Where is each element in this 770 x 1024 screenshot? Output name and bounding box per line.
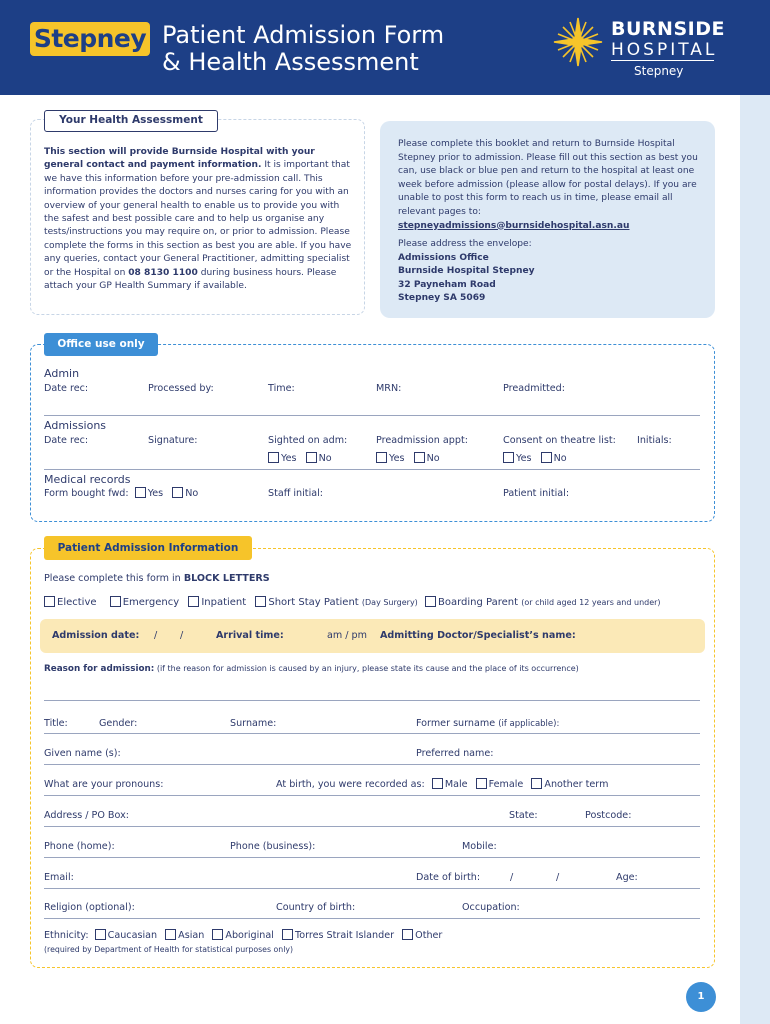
ethnicity-note: (required by Department of Health for statistical purposes only) [44,945,294,954]
admission-date[interactable]: Admission date: [52,630,140,641]
emergency-checkbox[interactable] [110,596,121,607]
elective-label: Elective [57,597,97,608]
reason-note: (if the reason for admission is caused by an injury, please state its cause and the place of its occurrence) [154,664,579,673]
admin-heading: Admin [44,367,80,380]
preferred-name-field[interactable]: Preferred name: [416,748,494,759]
dob-slash: / [556,872,560,883]
boarding-parent-checkbox[interactable] [425,596,436,607]
former-surname-note: (if applicable): [498,719,560,729]
asian-checkbox[interactable] [165,929,176,940]
preadmission-yes-checkbox[interactable] [376,452,387,463]
postal-address [398,238,698,306]
occupation-field[interactable]: Occupation: [462,902,520,913]
female-checkbox[interactable] [476,778,487,789]
field-line [44,764,700,765]
another-term-label: Another term [544,779,609,790]
address-line: Burnside Hospital Stepney [398,266,535,277]
inpatient-label: Inpatient [201,597,247,608]
form-bought-label: Form bought fwd: [44,488,129,499]
given-name-field[interactable]: Given name (s): [44,748,121,759]
former-surname-field[interactable] [416,718,559,729]
signature[interactable]: Signature: [148,435,198,446]
side-strip [740,95,770,1024]
intro-bold: This section will provide Burnside Hospital with your general contact and payment information. [44,147,315,171]
block-letters-instruction [44,573,270,584]
yes-label: Yes [147,488,164,499]
address-field[interactable]: Address / PO Box: [44,810,129,821]
phone-business-field[interactable]: Phone (business): [230,841,316,852]
yes-label: Yes [389,453,405,464]
field-line [44,888,700,889]
admitting-doctor[interactable]: Admitting Doctor/Specialist’s name: [380,630,576,641]
admission-details-band [40,619,705,653]
health-assessment-tab: Your Health Assessment [44,110,218,132]
admissions-rule [44,469,700,470]
reason-for-admission[interactable] [44,664,579,674]
consent-yes-checkbox[interactable] [503,452,514,463]
preadmission-appt: Preadmission appt: [376,435,468,446]
field-line [44,826,700,827]
sex-at-birth [276,778,608,790]
instruction-text: Please complete this form in [44,573,184,584]
sighted-options [268,452,332,464]
postcode-field[interactable]: Postcode: [585,810,632,821]
hospital-location: Stepney [634,64,684,78]
torres-strait-checkbox[interactable] [282,929,293,940]
pronouns-field[interactable]: What are your pronouns: [44,779,164,790]
intro-text: It is important that we have this information before your pre-admission call. This information provides the doctors and nurses caring for you with an overview of your general health to enable us to provide you with the safest and best possible care and to help us organise any tests/instructions you may require on, or prior to admission. Please complete the forms in this section as best you are able. If you have any queries, contact your General Practitioner, admitting specialist or the Hospital on [44,160,352,278]
caucasian-label: Caucasian [107,930,158,941]
no-label: No [185,488,199,499]
hospital-name-burnside: BURNSIDE [611,18,725,40]
hospital-name-hospital: HOSPITAL [611,40,718,60]
torres-strait-label: Torres Strait Islander [294,930,395,941]
return-instructions [398,138,698,233]
field-line [44,795,700,796]
admissions-heading: Admissions [44,419,107,432]
title-line-2: & Health Assessment [162,48,419,76]
am-pm: am / pm [327,630,367,641]
patient-admission-tab: Patient Admission Information [44,536,252,560]
field-line [44,733,700,734]
admin-date-rec[interactable]: Date rec: [44,383,89,394]
yes-label: Yes [281,453,297,464]
religion-field[interactable]: Religion (optional): [44,902,135,913]
male-checkbox[interactable] [432,778,443,789]
yes-label: Yes [516,453,532,464]
no-label: No [553,453,567,464]
mobile-field[interactable]: Mobile: [462,841,497,852]
reason-label: Reason for admission: [44,664,155,674]
return-text: Please complete this booklet and return to Burnside Hospital Stepney prior to admission. Please fill out this section as best you can, use black or blue pen and return to the hospital at least one week before admission (please allow for postal delays). If you are unable to post this form to reach us in time, please email all relevant pages to: [398,139,698,217]
mrn[interactable]: MRN: [376,383,402,394]
admission-date-slash: / [180,630,184,641]
field-line [44,918,700,919]
office-use-tab: Office use only [44,333,158,356]
title-field[interactable]: Title: [44,718,68,729]
sighted-no-checkbox[interactable] [306,452,317,463]
country-of-birth-field[interactable]: Country of birth: [276,902,356,913]
no-label: No [318,453,332,464]
admin-rule [44,415,700,416]
reason-line [44,700,700,701]
consent-no-checkbox[interactable] [541,452,552,463]
other-checkbox[interactable] [402,929,413,940]
preadmission-no-checkbox[interactable] [414,452,425,463]
address-line: 32 Payneham Road [398,279,496,290]
short-stay-checkbox[interactable] [255,596,266,607]
short-stay-label: Short Stay Patient [268,597,359,608]
preadmission-options [376,452,440,464]
consent-on-theatre-list: Consent on theatre list: [503,435,616,446]
title-line-1: Patient Admission Form [162,21,445,49]
patient-initial[interactable]: Patient initial: [503,488,570,499]
boarding-parent-note: (or child aged 12 years and under) [521,598,661,607]
hospital-phone: 08 8130 1100 [128,267,198,278]
form-bought-yes-checkbox[interactable] [135,487,146,498]
gender-field[interactable]: Gender: [99,718,138,729]
phone-home-field[interactable]: Phone (home): [44,841,115,852]
admin-time[interactable]: Time: [268,383,295,394]
form-bought-no-checkbox[interactable] [172,487,183,498]
page-number: 1 [686,982,716,1012]
at-birth-label: At birth, you were recorded as: [276,779,425,790]
initials[interactable]: Initials: [637,435,672,446]
medical-records-heading: Medical records [44,473,131,486]
aboriginal-label: Aboriginal [225,930,274,941]
female-label: Female [488,779,524,790]
logo-divider [611,60,714,61]
former-surname-label: Former surname [416,718,496,729]
sighted-on-adm: Sighted on adm: [268,435,348,446]
arrival-time[interactable]: Arrival time: [216,630,284,641]
another-term-checkbox[interactable] [531,778,542,789]
asian-label: Asian [178,930,205,941]
ethnicity-options [44,929,442,941]
preadmitted[interactable]: Preadmitted: [503,383,565,394]
health-assessment-intro [44,146,354,293]
boarding-parent-label: Boarding Parent [437,597,519,608]
admission-type-options [44,596,661,608]
male-label: Male [444,779,468,790]
state-field[interactable]: State: [509,810,538,821]
dob-slash: / [510,872,514,883]
field-line [44,857,700,858]
date-of-birth-field[interactable]: Date of birth: [416,872,481,883]
aboriginal-checkbox[interactable] [212,929,223,940]
caucasian-checkbox[interactable] [95,929,106,940]
form-bought-fwd [44,487,198,499]
admissions-date-rec[interactable]: Date rec: [44,435,89,446]
elective-checkbox[interactable] [44,596,55,607]
consent-options [503,452,567,464]
address-line: Stepney SA 5069 [398,293,486,304]
form-title [162,22,522,76]
other-label: Other [415,930,443,941]
no-label: No [426,453,440,464]
address-line: Admissions Office [398,252,489,263]
stepney-logo: Stepney [30,22,150,56]
intro-end: during business hours. Please attach your GP Health Summary if available. [44,267,337,292]
emergency-label: Emergency [122,597,180,608]
ethnicity-label: Ethnicity: [44,930,89,941]
sighted-yes-checkbox[interactable] [268,452,279,463]
staff-initial[interactable]: Staff initial: [268,488,324,499]
block-letters: BLOCK LETTERS [183,573,270,584]
surname-field[interactable]: Surname: [230,718,277,729]
age-field[interactable]: Age: [616,872,638,883]
short-stay-note: (Day Surgery) [361,598,418,607]
processed-by[interactable]: Processed by: [148,383,214,394]
inpatient-checkbox[interactable] [188,596,199,607]
admission-date-slash: / [154,630,158,641]
address-intro: Please address the envelope: [398,239,532,249]
email-field[interactable]: Email: [44,872,74,883]
email-link[interactable]: stepneyadmissions@burnsidehospital.asn.au [398,220,630,231]
